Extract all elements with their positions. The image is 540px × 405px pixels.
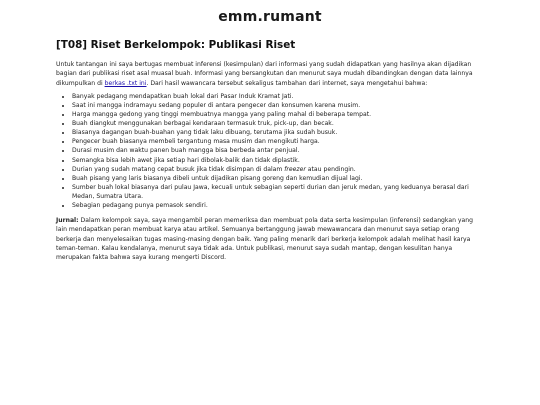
list-item: • Saat ini mangga indramayu sedang populer di antara pengecer dan konsumen karena musim. xyxy=(72,101,484,110)
intro-paragraph xyxy=(56,60,484,88)
list-item: • Buah pisang yang laris biasanya dibeli untuk dijadikan pisang goreng dan kemudian dijual lagi. xyxy=(72,174,484,183)
intro-text-after-link: . Dari hasil wawancara tersebut sekaligus tambahan dari internet, saya mengetahui bahwa: xyxy=(146,79,428,87)
freezer-emphasis: freezer xyxy=(284,165,306,173)
list-item: • Pengecer buah biasanya membeli tergantung masa musim dan mengikuti harga. xyxy=(72,137,484,146)
post-title: [T08] Riset Berkelompok: Publikasi Riset xyxy=(56,39,296,51)
list-item: • Buah diangkut menggunakan berbagai kendaraan termasuk truk, pick-up, dan becak. xyxy=(72,119,484,128)
findings-list xyxy=(56,92,484,210)
list-item: • Biasanya dagangan buah-buahan yang tidak laku dibuang, terutama jika sudah busuk. xyxy=(72,128,484,137)
list-item: • Sumber buah lokal biasanya dari pulau Jawa, kecuali untuk sebagian seperti durian dan jeruk medan, yang keduanya berasal dari Medan, Sumatra Utara. xyxy=(72,183,484,201)
list-item-freezer xyxy=(72,165,484,174)
journal-text: Dalam kelompok saya, saya mengambil peran memeriksa dan membuat pola data serta kesimpulan (inferensi) sedangkan yang lain mendapatkan peran membuat karya atau artikel. Semuanya bertanggung jawab mewawancara dan menurut saya setiap orang berkerja dan menyelesaikan tugas masing-masing dengan baik. Yang paling menarik dari berkerja kelompok adalah melihat hasil karya teman-teman. Kalau kendalanya, menurut saya tidak ada. Untuk publikasi, menurut saya sudah mantap, dengan kesulitan hanya merupakan fakta bahwa saya kurang mengerti Discord. xyxy=(56,217,473,262)
list-item-text-after: atau pendingin. xyxy=(305,165,356,173)
list-item: • Semangka bisa lebih awet jika setiap hari dibolak-balik dan tidak diplastik. xyxy=(72,156,484,165)
list-item: • Banyak pedagang mendapatkan buah lokal dari Pasar Induk Kramat Jati. xyxy=(72,92,484,101)
intro-text: Untuk tantangan ini saya bertugas membuat inferensi (kesimpulan) dari informasi yang sudah didapatkan yang hasilnya akan dijadikan bagian dari publikasi riset asal muasal buah. Informasi yang bersangkutan dan menurut saya mudah dibandingkan dengan data lainnya dikumpulkan di xyxy=(56,61,473,87)
txt-file-link[interactable]: berkas .txt ini xyxy=(104,79,147,87)
list-item: • Harga mangga gedong yang tinggi membuatnya mangga yang paling mahal di beberapa tempat. xyxy=(72,110,484,119)
journal-paragraph xyxy=(56,216,484,262)
journal-label: Jurnal: xyxy=(56,217,79,225)
list-item: • Sebagian pedagang punya pemasok sendiri. xyxy=(72,201,484,210)
list-item: • Durasi musim dan waktu panen buah mangga bisa berbeda antar penjual. xyxy=(72,146,484,155)
site-title[interactable]: emm.rumant xyxy=(218,9,322,25)
page-container xyxy=(56,0,484,263)
list-item-text: Durian yang sudah matang cepat busuk jika tidak disimpan di dalam xyxy=(72,165,285,173)
